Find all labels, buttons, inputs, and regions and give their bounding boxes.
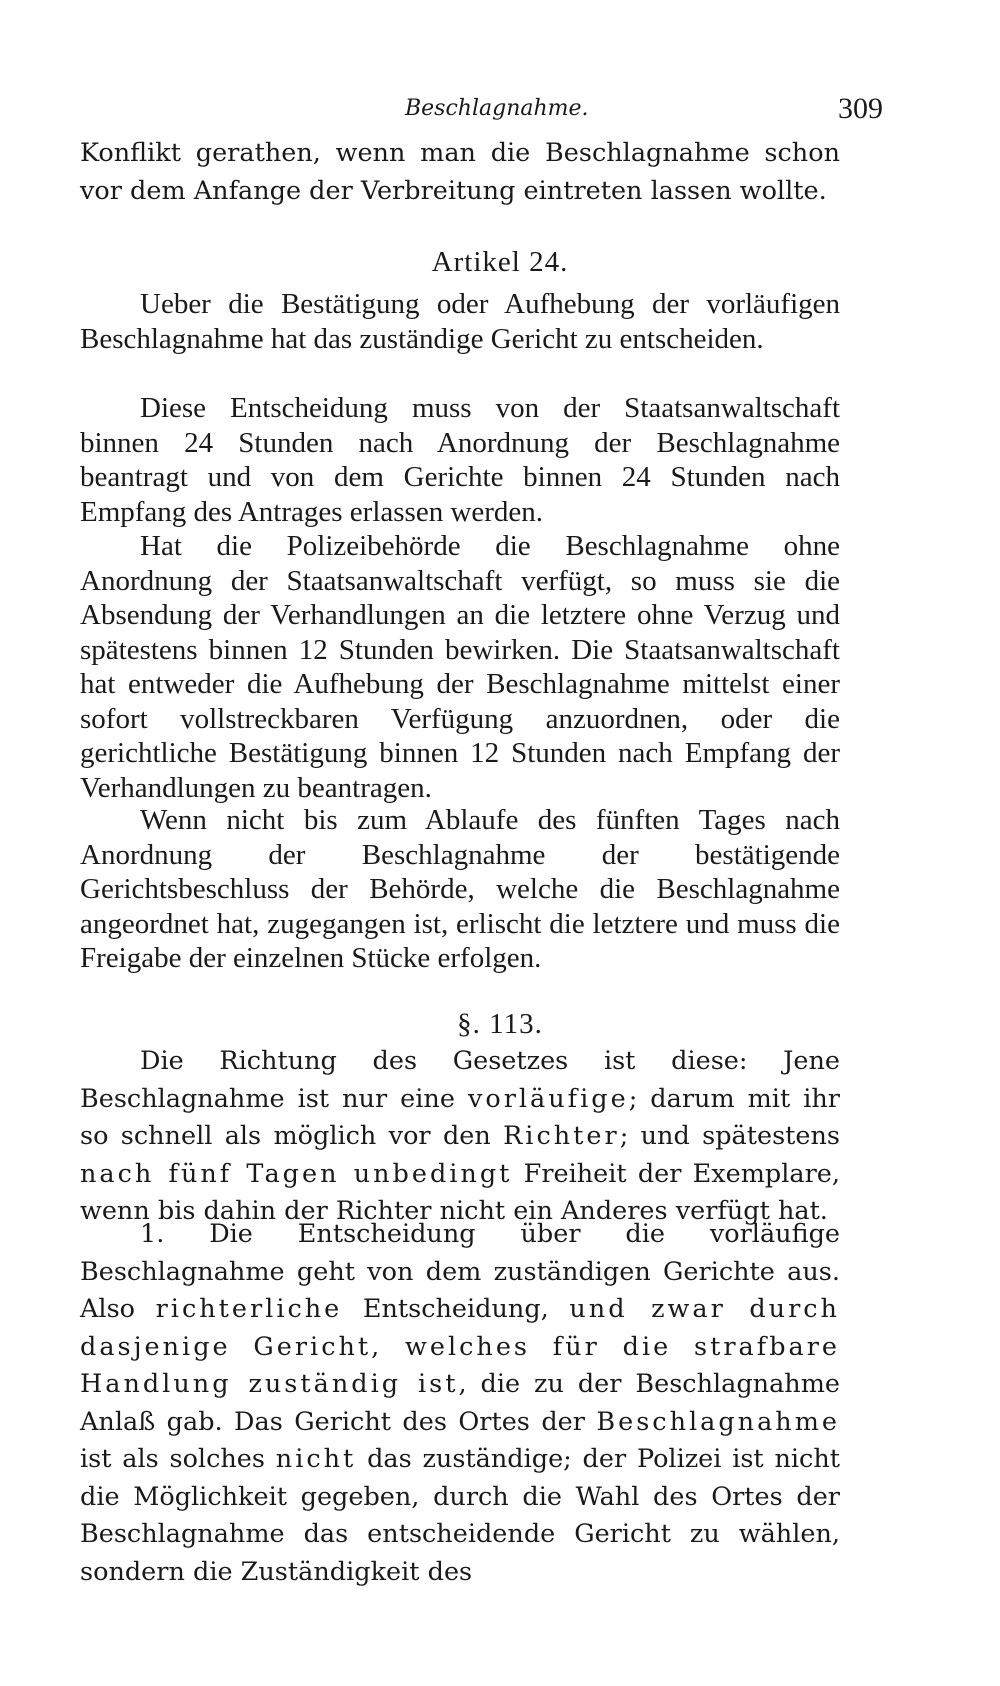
emphasized-text: vorläufige bbox=[467, 1083, 629, 1114]
emphasized-text: Richter bbox=[503, 1121, 620, 1151]
emphasized-text: nicht bbox=[275, 1444, 357, 1474]
commentary-text: ; darum mit ihr so schnell als möglich vor den bbox=[80, 1083, 840, 1151]
commentary-text: Die Richtung des Gesetzes ist diese: Jene Beschlagnahme ist nur eine bbox=[80, 1046, 840, 1114]
page-number: 309 bbox=[838, 92, 883, 125]
commentary-text: ; und spätestens bbox=[619, 1121, 840, 1151]
running-title: Beschlagnahme. bbox=[405, 96, 589, 121]
commentary-paragraph bbox=[80, 1216, 840, 1591]
commentary-text: , die zu der Beschlagnahme Anlaß gab. Das Gericht des Ortes der bbox=[80, 1369, 840, 1437]
commentary-text: Freiheit der Exemplare, wenn bis dahin der Richter nicht ein Anderes verfügt hat. bbox=[80, 1158, 840, 1226]
commentary-paragraph bbox=[80, 1043, 840, 1231]
commentary-text: ist als solches bbox=[80, 1444, 276, 1474]
section-heading: §. 113. bbox=[457, 1008, 543, 1040]
article-heading: Artikel 24. bbox=[431, 246, 569, 278]
emphasized-text: richterliche bbox=[155, 1294, 343, 1324]
article-paragraph: Diese Entscheidung muss von der Staatsanwaltschaft binnen 24 Stunden nach Anordnung der Beschlagnahme beantragt und von dem Gerichte binnen 24 Stunden nach Empfang des Antrages erlassen werden. bbox=[80, 392, 840, 528]
article-paragraph: Hat die Polizeibehörde die Beschlagnahme ohne Anordnung der Staatsanwaltschaft verfügt, so muss sie die Absendung der Verhandlungen an die letztere ohne Verzug und spätestens binnen 12 Stunden bewirken. Die Staatsanwaltschaft hat entweder die Aufhebung der Beschlagnahme mittelst einer sofort vollstreckbaren Verfügung anzuordnen, oder die gerichtliche Bestätigung binnen 12 Stunden nach Empfang der Verhandlungen zu beantragen. bbox=[80, 530, 840, 804]
running-head bbox=[0, 92, 1000, 136]
article-paragraph: Wenn nicht bis zum Ablaufe des fünften Tages nach Anordnung der Beschlagnahme der bestätigende Gerichtsbeschluss der Behörde, welche die Beschlagnahme angeordnet hat, zugegangen ist, erlischt die letztere und muss die Freigabe der einzelnen Stücke erfolgen. bbox=[80, 804, 840, 974]
commentary-text: 1. Die Entscheidung über die vorläufige Beschlagnahme geht von dem zuständigen Gerichte aus. Also bbox=[80, 1219, 840, 1324]
emphasized-text: und zwar durch dasjenige Gericht, welches für die strafbare Handlung zuständig ist bbox=[80, 1294, 840, 1399]
commentary-text: das zuständige; der Polizei ist nicht die Möglichkeit gegeben, durch die Wahl des Ortes der Beschlagnahme das entscheidende Gericht zu wählen, sondern die Zuständigkeit des bbox=[80, 1444, 840, 1587]
emphasized-text: nach fünf Tagen unbedingt bbox=[80, 1158, 513, 1189]
commentary-text: Entscheidung, bbox=[342, 1294, 570, 1324]
emphasized-text: Beschlagnahme bbox=[596, 1406, 840, 1437]
continuation-paragraph: Konflikt gerathen, wenn man die Beschlagnahme schon vor dem Anfange der Verbreitung eintreten lassen wollte. bbox=[80, 138, 840, 206]
article-paragraph: Ueber die Bestätigung oder Aufhebung der vorläufigen Beschlagnahme hat das zuständige Gericht zu entscheiden. bbox=[80, 288, 840, 355]
